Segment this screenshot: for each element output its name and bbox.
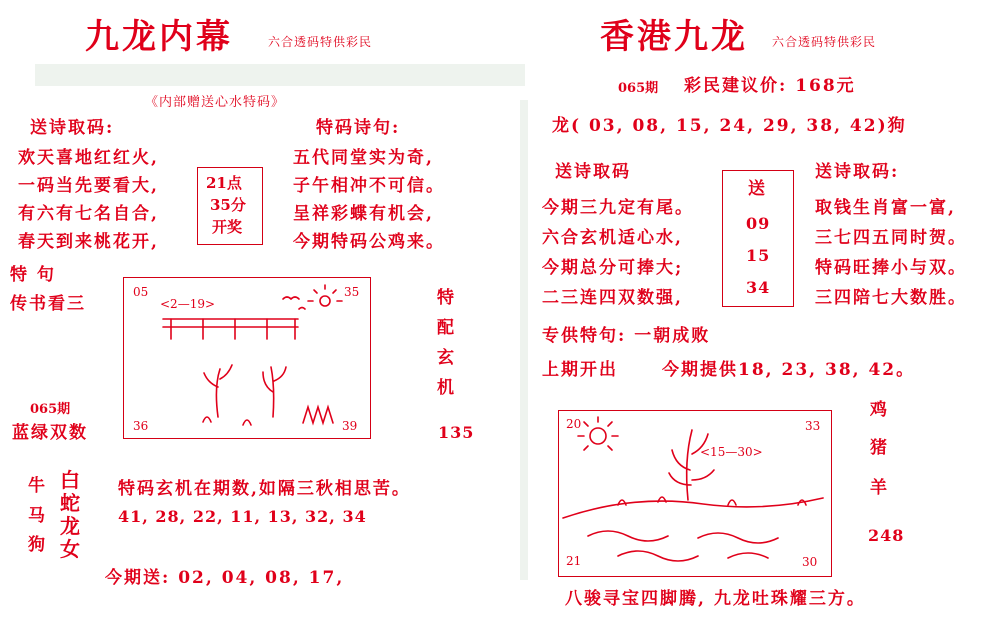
- right-last-numbers: 今期提供18, 23, 38, 42。: [662, 360, 916, 380]
- right-drawing-corner-br: 30: [802, 555, 818, 569]
- left-shade-band: [35, 64, 525, 86]
- left-riddle: 特码玄机在期数,如隔三秋相思苦。: [118, 479, 411, 499]
- left-te-ju-text: 传书看三: [10, 294, 86, 314]
- left-drawing-corner-br: 39: [342, 419, 358, 433]
- right-poem-right-4: 三四陪七大数胜。: [815, 288, 967, 308]
- right-poem-header-right: 送诗取码:: [815, 162, 900, 182]
- left-special-poem-2: 子午相冲不可信。: [293, 176, 445, 196]
- right-subtitle: 六合透码特供彩民: [772, 35, 877, 49]
- right-poem-header-left: 送诗取码: [555, 162, 631, 182]
- left-special-poem-4: 今期特码公鸡来。: [293, 232, 445, 252]
- right-side-number: 248: [868, 526, 905, 545]
- left-poem-line-3: 有六有七名自合,: [18, 204, 159, 224]
- left-animal-big-3: 龙: [60, 514, 80, 538]
- left-te-ju-label: 特 句: [10, 265, 56, 285]
- send-box-number-1: 09: [746, 214, 771, 233]
- left-drawing-corner-tr: 35: [344, 285, 360, 299]
- left-side-char-3: 玄: [437, 348, 456, 368]
- right-drawing-range: <15—30>: [700, 445, 763, 459]
- left-animal-big-1: 白: [60, 468, 80, 492]
- left-time-box: [197, 167, 263, 245]
- left-animal-big-2: 蛇: [60, 491, 80, 515]
- left-poem-line-2: 一码当先要看大,: [18, 176, 159, 196]
- time-box-line-1: 21点: [206, 174, 242, 192]
- left-drawing-corner-tl: 05: [133, 285, 149, 299]
- left-animal-small-3: 狗: [28, 535, 47, 555]
- right-dragon-line: 龙( 03, 08, 15, 24, 29, 38, 42)狗: [552, 116, 907, 136]
- left-riddle-numbers: 41, 28, 22, 11, 13, 32, 34: [118, 507, 367, 526]
- left-poem-header-left: 送诗取码:: [30, 118, 115, 138]
- right-closing-line: 八骏寻宝四脚腾, 九龙吐珠耀三方。: [565, 589, 866, 609]
- right-side-char-2: 猪: [870, 438, 889, 458]
- time-box-line-2: 35分: [210, 196, 246, 214]
- send-box-label: 送: [748, 179, 765, 199]
- left-special-poem-1: 五代同堂实为奇,: [293, 148, 434, 168]
- right-drawing-corner-tr: 33: [805, 419, 821, 433]
- left-side-char-2: 配: [437, 318, 456, 338]
- right-side-char-1: 鸡: [870, 400, 889, 420]
- left-issue-tip: 蓝绿双数: [12, 423, 88, 443]
- right-issue: 065期: [618, 81, 659, 96]
- left-special-poem-3: 呈祥彩蝶有机会,: [293, 204, 434, 224]
- right-poem-right-1: 取钱生肖富一富,: [815, 198, 956, 218]
- send-box-number-3: 34: [746, 278, 771, 297]
- right-poem-left-4: 二三连四双数强,: [542, 288, 683, 308]
- right-side-char-3: 羊: [870, 478, 889, 498]
- right-drawing-corner-bl: 21: [566, 554, 582, 568]
- left-drawing-corner-bl: 36: [133, 419, 149, 433]
- left-issue: 065期: [30, 402, 71, 417]
- panel-divider: [520, 100, 528, 580]
- left-poem-header-right: 特码诗句:: [316, 118, 401, 138]
- left-side-char-1: 特: [437, 288, 456, 308]
- right-poem-left-2: 六合玄机适心水,: [542, 228, 683, 248]
- right-hand-drawing: [558, 410, 830, 575]
- time-box-line-3: 开奖: [212, 218, 243, 236]
- left-subtitle: 六合透码特供彩民: [268, 35, 373, 49]
- right-last-label: 上期开出: [542, 360, 618, 380]
- left-side-number: 135: [438, 423, 475, 442]
- left-side-char-4: 机: [437, 378, 456, 398]
- left-drawing-range: <2—19>: [160, 297, 216, 311]
- right-poem-right-2: 三七四五同时贺。: [815, 228, 967, 248]
- left-today-send: 今期送: 02, 04, 08, 17,: [105, 568, 345, 588]
- left-hand-drawing: [123, 277, 369, 437]
- right-drawing-corner-tl: 20: [566, 417, 582, 431]
- right-title: 香港九龙: [600, 17, 748, 57]
- left-animal-big-4: 女: [60, 537, 80, 561]
- right-poem-right-3: 特码旺捧小与双。: [815, 258, 967, 278]
- right-special-line: 专供特句: 一朝成败: [542, 326, 711, 346]
- right-price: 彩民建议价: 168元: [684, 76, 856, 96]
- left-animal-small-2: 马: [28, 506, 47, 526]
- left-poem-line-4: 春天到来桃花开,: [18, 232, 159, 252]
- left-title: 九龙内幕: [85, 17, 233, 57]
- right-poem-left-1: 今期三九定有尾。: [542, 198, 694, 218]
- send-box-number-2: 15: [746, 246, 771, 265]
- right-poem-left-3: 今期总分可捧大;: [542, 258, 684, 278]
- left-animal-small-1: 牛: [28, 476, 47, 496]
- left-banner: 《内部赠送心水特码》: [145, 95, 286, 110]
- right-send-box: [722, 170, 794, 307]
- left-poem-line-1: 欢天喜地红红火,: [18, 148, 159, 168]
